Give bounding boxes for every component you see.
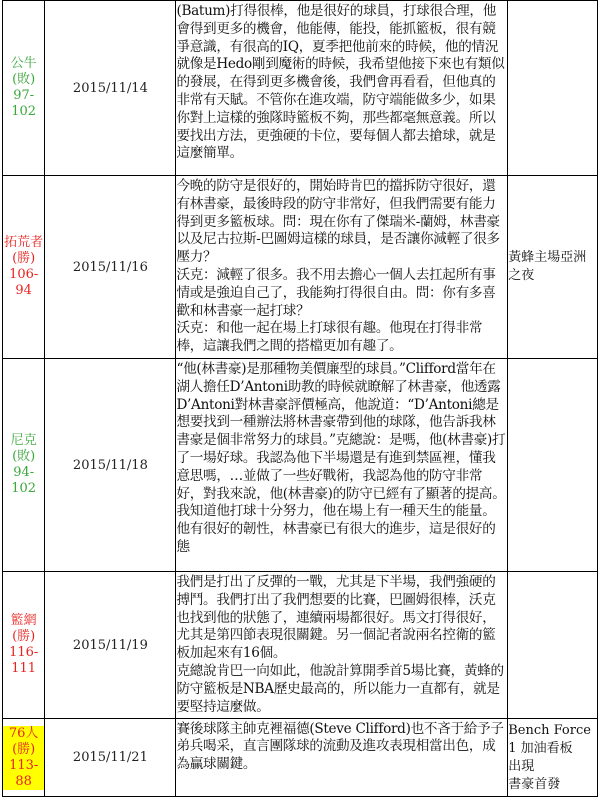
game-result: (敗)	[12, 72, 36, 87]
opponent-cell	[3, 176, 45, 359]
opponent-cell	[3, 359, 45, 572]
quote-cell	[176, 572, 508, 719]
quote-text: 今晚的防守是很好的，開始時肯巴的擋拆防守很好，還有林書豪，最後時段的防守非常好，但我們需要有能力得到更多籃板球。問：現在你有了傑瑞米-蘭姆，林書豪以及尼古拉斯-巴圖姆這樣的球員，是否讓你減輕了很多壓力？ 沃克：減輕了很多。我不用去擔心一個人去扛起所有事情或是強迫自己了，我能夠打得很自由。問：你有多喜歡和林書豪一起打球？ 沃克：和他一起在場上打球很有趣。他現在打得非常棒，這讓我們之間的搭檔更加有趣了。	[176, 178, 500, 355]
note-text: Bench Force	[508, 722, 591, 738]
table-row	[3, 1, 598, 176]
note-text: 1 加油看板	[508, 740, 573, 756]
note-text: 出現	[508, 758, 535, 774]
game-score: 106-94	[9, 267, 39, 298]
game-score: 116-111	[9, 645, 39, 676]
opponent-cell	[3, 572, 45, 719]
game-result: (勝)	[12, 251, 36, 266]
quote-text: 我們是打出了反彈的一戰，尤其是下半場，我們強硬的搏鬥。我們打出了我們想要的比賽，巴圖姆很棒，沃克也找到他的狀態了，連續兩場都很好。馬文打得很好，尤其是第四節表現很關鍵。另一個記者說兩名控衛的籃板加起來有16個。 克總說肯巴一向如此，他說計算開季首5場比賽，黃蜂的防守籃板是NBA歷史最高的，所以能力一直都有，就是要堅持這麼做。	[176, 574, 504, 715]
opponent-cell	[3, 1, 45, 176]
note-cell	[508, 719, 598, 797]
opponent-name: 籃網	[10, 613, 37, 628]
opponent-name: 76人	[8, 725, 39, 741]
quote-text: “他(林書豪)是那種物美價廉型的球員。”Clifford當年在湖人擔任D’Antoni助教的時候就瞭解了林書豪，他透露D’Antoni對林書豪評價極高，他說道：“D’Antoni總是想要找到一種辦法將林書豪帶到他的球隊，他告訴我林書豪是個非常努力的球員。”克總說：是嗎，他(林書豪)打了一場好球。我認為他下半場還是有進到禁區裡，懂我意思嗎，…並做了一些好戰術，我認為他的防守非常好，對我來說，他(林書豪)的防守已經有了顯著的提高。我知道他打球十分努力，他在場上有一種天生的能量。他有很好的韌性，林書豪已有很大的進步，這是很好的態	[176, 361, 506, 555]
game-result: (勝)	[12, 741, 36, 757]
note-cell	[508, 572, 598, 719]
table-row	[3, 176, 598, 359]
game-result: (勝)	[12, 629, 36, 644]
table-row	[3, 572, 598, 719]
quote-cell	[176, 1, 508, 176]
note-text: 黃蜂主場亞洲之夜	[508, 250, 587, 283]
note-cell	[508, 176, 598, 359]
game-score: 113-88	[9, 757, 39, 789]
note-cell	[508, 1, 598, 176]
table-row	[3, 359, 598, 572]
game-score: 94-102	[11, 465, 37, 496]
opponent-name: 尼克	[10, 433, 37, 448]
date-cell: 2015/11/16	[45, 176, 176, 359]
game-score: 97-102	[11, 88, 37, 119]
quote-cell	[176, 359, 508, 572]
date-cell: 2015/11/18	[45, 359, 176, 572]
quote-cell	[176, 176, 508, 359]
opponent-name: 拓荒者	[4, 235, 44, 250]
quote-text: (Batum)打得很棒，他是很好的球員，打球很合理，他會得到更多的機會，他能傳，能投，能抓籃板，很有競爭意識，有很高的IQ，夏季把他前來的時候，他的情況就像是Hedo剛到魔術的時候，我希望他接下來也有類似的發展，在得到更多機會後，我們會再看看，但他真的非常有天賦。不管你在進攻端，防守端能做多少，如果你對上這樣的強隊時籃板不夠，那些都毫無意義。所以要找出方法，更強硬的卡位，要每個人都去搶球，就是這麼簡單。	[176, 3, 505, 162]
date-cell: 2015/11/14	[45, 1, 176, 176]
date-cell: 2015/11/21	[45, 719, 176, 797]
date-cell: 2015/11/19	[45, 572, 176, 719]
opponent-cell	[3, 719, 45, 797]
note-text: 書豪首發	[508, 776, 561, 792]
table-row	[3, 719, 598, 797]
note-cell	[508, 359, 598, 572]
quote-text: 賽後球隊主帥克裡福德(Steve Clifford)也不吝于給予子弟兵喝采，直言團隊球的流動及進攻表現相當出色，成為贏球關鍵。	[176, 720, 504, 773]
opponent-name: 公牛	[10, 56, 37, 71]
game-result: (敗)	[12, 449, 36, 464]
quote-cell	[176, 719, 508, 797]
game-log-table	[2, 0, 598, 797]
winning-highlight	[3, 726, 44, 790]
